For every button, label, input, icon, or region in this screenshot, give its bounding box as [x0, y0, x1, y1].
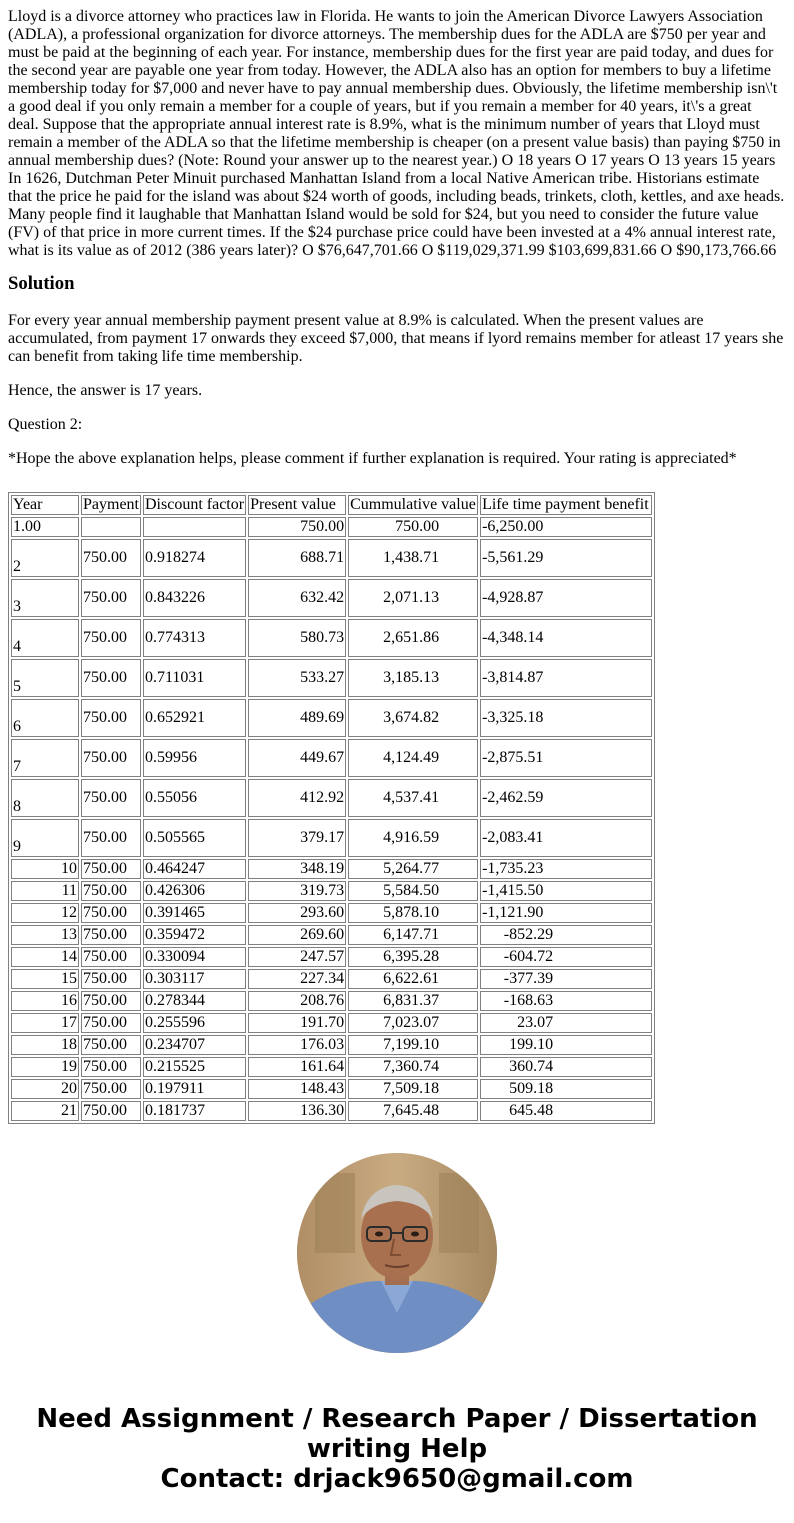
table-cell: 0.215525 [143, 1057, 246, 1077]
table-cell: 645.48 [480, 1101, 652, 1121]
solution-paragraph: For every year annual membership payment present value at 8.9% is calculated. When the present values are accumulated, from payment 17 onwards they exceed $7,000, that means if lyord remains member for atleast 17 years she can benefit from taking life time membership. [8, 312, 784, 365]
table-cell: 6 [11, 699, 79, 737]
table-cell: -1,415.50 [480, 881, 652, 901]
table-cell: 6,147.71 [348, 925, 478, 945]
table-cell: 750.00 [81, 1013, 141, 1033]
table-cell: 0.255596 [143, 1013, 246, 1033]
table-cell: 0.505565 [143, 819, 246, 857]
table-cell: 750.00 [81, 699, 141, 737]
table-cell: 750.00 [81, 903, 141, 923]
table-cell: 750.00 [81, 969, 141, 989]
table-row [11, 903, 652, 923]
contact-line: Contact: drjack9650@gmail.com [160, 1464, 634, 1494]
table-row [11, 859, 652, 879]
table-cell: 3,185.13 [348, 659, 478, 697]
table-cell: 1.00 [11, 517, 79, 537]
table-cell: 23.07 [480, 1013, 652, 1033]
table-cell: 750.00 [81, 1035, 141, 1055]
table-cell: 0.652921 [143, 699, 246, 737]
table-cell: 5,584.50 [348, 881, 478, 901]
table-cell: 750.00 [81, 881, 141, 901]
table-cell: 4,537.41 [348, 779, 478, 817]
table-cell: 293.60 [248, 903, 346, 923]
table-cell: 227.34 [248, 969, 346, 989]
table-cell [81, 517, 141, 537]
table-cell: 688.71 [248, 539, 346, 577]
promo-footer [0, 1404, 794, 1494]
table-cell: 2,071.13 [348, 579, 478, 617]
table-cell: 533.27 [248, 659, 346, 697]
table-row [11, 1079, 652, 1099]
table-cell: 17 [11, 1013, 79, 1033]
document-body [8, 8, 786, 468]
table-cell: 10 [11, 859, 79, 879]
table-cell: 0.303117 [143, 969, 246, 989]
table-cell: -4,928.87 [480, 579, 652, 617]
table-cell: 750.00 [81, 739, 141, 777]
table-cell: 19 [11, 1057, 79, 1077]
table-row [11, 991, 652, 1011]
column-header: Life time payment benefit [480, 495, 652, 515]
table-cell: -5,561.29 [480, 539, 652, 577]
table-cell: 750.00 [348, 517, 478, 537]
table-cell: 7 [11, 739, 79, 777]
table-cell: 8 [11, 779, 79, 817]
table-cell: 0.55056 [143, 779, 246, 817]
table-cell: 0.359472 [143, 925, 246, 945]
table-cell: 750.00 [81, 1101, 141, 1121]
table-row [11, 1057, 652, 1077]
table-cell: 379.17 [248, 819, 346, 857]
table-cell: 319.73 [248, 881, 346, 901]
table-row [11, 659, 652, 697]
table-cell: -3,814.87 [480, 659, 652, 697]
table-cell: 0.59956 [143, 739, 246, 777]
table-cell: 0.774313 [143, 619, 246, 657]
table-row [11, 881, 652, 901]
table-cell: -4,348.14 [480, 619, 652, 657]
table-cell: -6,250.00 [480, 517, 652, 537]
table-cell: 15 [11, 969, 79, 989]
table-row [11, 1013, 652, 1033]
table-cell: 489.69 [248, 699, 346, 737]
answer-paragraph: Hence, the answer is 17 years. [8, 382, 203, 399]
table-cell: 750.00 [248, 517, 346, 537]
table-cell: 20 [11, 1079, 79, 1099]
table-cell: 750.00 [81, 539, 141, 577]
table-cell: 13 [11, 925, 79, 945]
table-cell: 12 [11, 903, 79, 923]
table-cell: 247.57 [248, 947, 346, 967]
table-cell: 14 [11, 947, 79, 967]
table-cell: 0.181737 [143, 1101, 246, 1121]
table-cell: 7,360.74 [348, 1057, 478, 1077]
table-cell: 6,831.37 [348, 991, 478, 1011]
table-cell: 632.42 [248, 579, 346, 617]
table-cell: 4 [11, 619, 79, 657]
table-cell: 208.76 [248, 991, 346, 1011]
table-cell: -1,121.90 [480, 903, 652, 923]
column-header: Payment [83, 496, 139, 513]
table-cell: 4,124.49 [348, 739, 478, 777]
table-row [11, 925, 652, 945]
table-cell: 580.73 [248, 619, 346, 657]
table-cell: 412.92 [248, 779, 346, 817]
table-cell: 750.00 [81, 659, 141, 697]
table-cell: 7,509.18 [348, 1079, 478, 1099]
table-cell: 750.00 [81, 947, 141, 967]
author-portrait-image [297, 1153, 497, 1353]
table-cell: 21 [11, 1101, 79, 1121]
table-cell: 0.426306 [143, 881, 246, 901]
table-cell: 360.74 [480, 1057, 652, 1077]
table-cell: 269.60 [248, 925, 346, 945]
table-cell: 16 [11, 991, 79, 1011]
table-cell: 18 [11, 1035, 79, 1055]
table-cell: 750.00 [81, 819, 141, 857]
table-row [11, 969, 652, 989]
table-header-row [11, 495, 652, 515]
table-cell: 9 [11, 819, 79, 857]
table-cell: 0.843226 [143, 579, 246, 617]
table-cell: 3 [11, 579, 79, 617]
table-cell: 148.43 [248, 1079, 346, 1099]
table-cell: 750.00 [81, 991, 141, 1011]
table-cell: 348.19 [248, 859, 346, 879]
promo-line-1: Need Assignment / Research Paper / Dissertation [36, 1404, 758, 1434]
table-cell: 4,916.59 [348, 819, 478, 857]
table-cell: -852.29 [480, 925, 652, 945]
solution-heading: Solution [8, 273, 75, 294]
table-cell: -2,875.51 [480, 739, 652, 777]
table-row [11, 779, 652, 817]
table-row [11, 819, 652, 857]
column-header: Present value [248, 495, 346, 515]
table-cell: 5,264.77 [348, 859, 478, 879]
table-cell: 6,622.61 [348, 969, 478, 989]
table-cell: 750.00 [81, 579, 141, 617]
table-row [11, 539, 652, 577]
table-cell: 0.234707 [143, 1035, 246, 1055]
table-cell: 5 [11, 659, 79, 697]
table-cell: 1,438.71 [348, 539, 478, 577]
table-row [11, 947, 652, 967]
table-cell: 7,645.48 [348, 1101, 478, 1121]
rating-note: *Hope the above explanation helps, please comment if further explanation is required. Your rating is appreciated* [8, 450, 737, 467]
table-cell: -2,083.41 [480, 819, 652, 857]
table-cell: 176.03 [248, 1035, 346, 1055]
table-cell: -168.63 [480, 991, 652, 1011]
table-cell: -3,325.18 [480, 699, 652, 737]
author-avatar [297, 1153, 497, 1353]
table-cell: 750.00 [81, 925, 141, 945]
table-cell: 3,674.82 [348, 699, 478, 737]
table-cell: 6,395.28 [348, 947, 478, 967]
table-cell: -1,735.23 [480, 859, 652, 879]
table-cell: 7,199.10 [348, 1035, 478, 1055]
table-row [11, 1101, 652, 1121]
table-cell: 0.391465 [143, 903, 246, 923]
table-cell: 161.64 [248, 1057, 346, 1077]
table-row [11, 739, 652, 777]
table-cell: 0.464247 [143, 859, 246, 879]
table-cell: 0.197911 [143, 1079, 246, 1099]
table-row [11, 1035, 652, 1055]
table-row [11, 517, 652, 537]
table-cell: 5,878.10 [348, 903, 478, 923]
table-cell: 509.18 [480, 1079, 652, 1099]
table-cell: 0.330094 [143, 947, 246, 967]
present-value-table [8, 492, 655, 1124]
table-cell: -2,462.59 [480, 779, 652, 817]
table-cell: 11 [11, 881, 79, 901]
column-header: Cummulative value [348, 495, 478, 515]
promo-line-2: writing Help [306, 1434, 488, 1464]
table-cell [143, 517, 246, 537]
column-header: Year [11, 495, 79, 515]
table-cell: 191.70 [248, 1013, 346, 1033]
table-cell: 750.00 [81, 779, 141, 817]
table-cell: 750.00 [81, 619, 141, 657]
table-row [11, 619, 652, 657]
table-cell: 0.278344 [143, 991, 246, 1011]
table-cell: 2,651.86 [348, 619, 478, 657]
table-cell: 0.711031 [143, 659, 246, 697]
table-cell: 7,023.07 [348, 1013, 478, 1033]
table-row [11, 699, 652, 737]
table-cell: -377.39 [480, 969, 652, 989]
table-cell: 199.10 [480, 1035, 652, 1055]
table-cell: 136.30 [248, 1101, 346, 1121]
table-cell: 750.00 [81, 1057, 141, 1077]
question-text: Lloyd is a divorce attorney who practices law in Florida. He wants to join the American Divorce Lawyers Association (ADLA), a professional organization for divorce attorneys. The membership dues for the ADLA are $750 per year and must be paid at the beginning of each year. For instance, membership dues for the first year are paid today, and dues for the second year are payable one year from today. However, the ADLA also has an option for members to buy a lifetime membership today for $7,000 and never have to pay annual membership dues. Obviously, the lifetime membership isn\'t a good deal if you only remain a member for a couple of years, but if you remain a member for 40 years, it\'s a great deal. Suppose that the appropriate annual interest rate is 8.9%, what is the minimum number of years that Lloyd must remain a member of the ADLA so that the lifetime membership is cheaper (on a present value basis) than paying $750 in annual membership dues? (Note: Round your answer up to the nearest year.) O 18 years O 17 years O 13 years 15 years In 1626, Dutchman Peter Minuit purchased Manhattan Island from a local Native American tribe. Historians estimate that the price he paid for the island was about $24 worth of goods, including beads, trinkets, cloth, kettles, and axe heads. Many people find it laughable that Manhattan Island would be sold for $24, but you need to consider the future value (FV) of that price in more current times. If the $24 purchase price could have been invested at a 4% annual interest rate, what is its value as of 2012 (386 years later)? O $76,647,701.66 O $119,029,371.99 $103,699,831.66 O $90,173,766.66 [8, 8, 785, 259]
table-row [11, 579, 652, 617]
column-header: Discount factor [145, 496, 245, 513]
table-cell: 750.00 [81, 1079, 141, 1099]
table-cell: 2 [11, 539, 79, 577]
table-cell: -604.72 [480, 947, 652, 967]
table-cell: 449.67 [248, 739, 346, 777]
table-cell: 0.918274 [143, 539, 246, 577]
question-2-label: Question 2: [8, 416, 83, 433]
table-cell: 750.00 [81, 859, 141, 879]
